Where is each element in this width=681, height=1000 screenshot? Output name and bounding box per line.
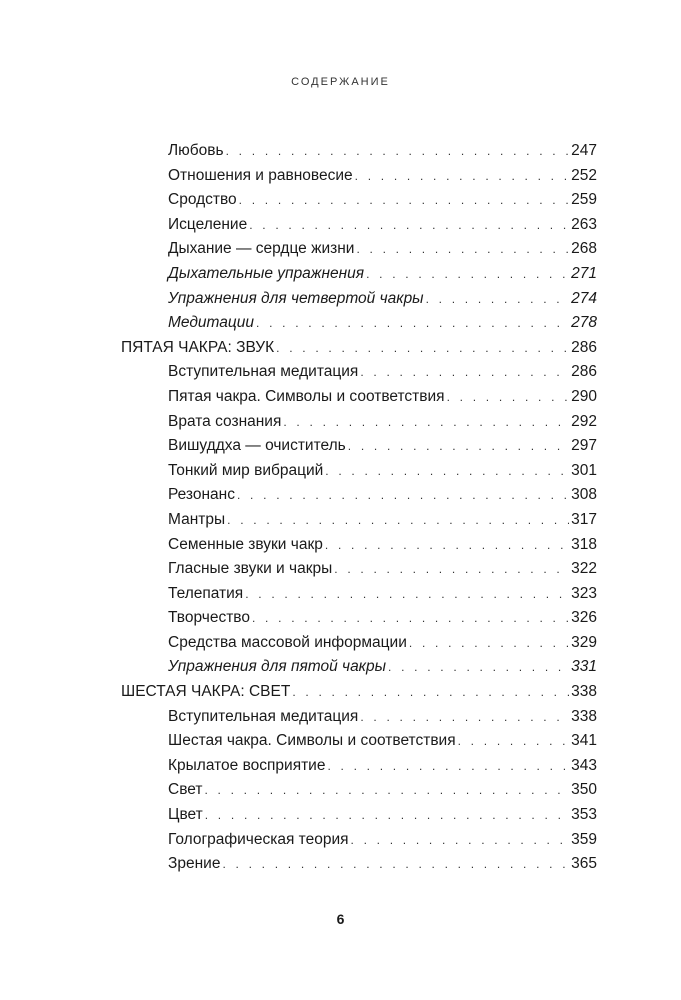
dot-leader	[252, 606, 569, 631]
toc-entry-page: 323	[571, 584, 597, 602]
toc-entry-title: Шестая чакра. Символы и соответствия	[168, 732, 456, 750]
dot-leader	[447, 385, 570, 410]
toc-entry[interactable]	[121, 213, 597, 238]
toc-entry-title: Крылатое восприятие	[168, 756, 326, 774]
toc-entry-page: 341	[571, 732, 597, 750]
dot-leader	[283, 410, 569, 435]
toc-entry[interactable]	[121, 631, 597, 656]
toc-entry[interactable]	[121, 557, 597, 582]
dot-leader	[239, 188, 569, 213]
dot-leader	[355, 164, 569, 189]
toc-entry[interactable]	[121, 410, 597, 435]
toc-entry[interactable]	[121, 803, 597, 828]
toc-entry-page: 278	[571, 314, 597, 332]
toc-entry[interactable]	[121, 705, 597, 730]
toc-entry-title: Отношения и равновесие	[168, 166, 353, 184]
dot-leader	[249, 213, 569, 238]
dot-leader	[458, 729, 570, 754]
toc-section-entry[interactable]	[121, 336, 597, 361]
dot-leader	[205, 803, 569, 828]
toc-entry[interactable]	[121, 582, 597, 607]
dot-leader	[204, 778, 569, 803]
toc-entry-title: Цвет	[168, 806, 203, 824]
page-number: 6	[336, 911, 345, 927]
toc-entry[interactable]	[121, 360, 597, 385]
dot-leader	[222, 852, 569, 877]
toc-entry-page: 274	[571, 289, 597, 307]
toc-entry-title: ШЕСТАЯ ЧАКРА: СВЕТ	[121, 683, 291, 701]
toc-entry-page: 268	[571, 240, 597, 258]
toc-entry-page: 365	[571, 855, 597, 873]
toc-entry-title: Голографическая теория	[168, 830, 349, 848]
toc-entry-page: 343	[571, 756, 597, 774]
toc-entry[interactable]	[121, 754, 597, 779]
toc-entry-page: 331	[571, 658, 597, 676]
toc-entry-page: 308	[571, 486, 597, 504]
toc-entry[interactable]	[121, 828, 597, 853]
dot-leader	[366, 262, 569, 287]
toc-entry[interactable]	[121, 237, 597, 262]
toc-entry[interactable]	[121, 729, 597, 754]
toc-section-entry[interactable]	[121, 680, 597, 705]
toc-entry-page: 247	[571, 142, 597, 159]
toc-entry-page: 286	[571, 363, 597, 381]
toc-entry-title: Вступительная медитация	[168, 363, 359, 381]
toc-entry-page: 359	[571, 830, 597, 848]
dot-leader	[227, 508, 569, 533]
toc-entry[interactable]	[121, 459, 597, 484]
toc-entry-title: Сродство	[168, 191, 237, 209]
toc-entry[interactable]	[121, 287, 597, 312]
toc-entry-page: 259	[571, 191, 597, 209]
toc-entry[interactable]	[121, 606, 597, 631]
toc-entry-title: Семенные звуки чакр	[168, 535, 323, 553]
toc-entry-page: 317	[571, 510, 597, 528]
toc-entry-title: Исцеление	[168, 215, 248, 233]
dot-leader	[256, 311, 569, 336]
toc-entry-page: 297	[571, 437, 597, 455]
dot-leader	[356, 237, 569, 262]
dot-leader	[426, 287, 570, 312]
toc-entry-page: 290	[571, 387, 597, 405]
toc-entry-title: Любовь	[168, 142, 224, 159]
dot-leader	[325, 533, 569, 558]
toc-entry[interactable]	[121, 533, 597, 558]
toc-entry-page: 350	[571, 781, 597, 799]
toc-entry[interactable]	[121, 508, 597, 533]
toc-entry[interactable]	[121, 164, 597, 189]
toc-entry-title: Тонкий мир вибраций	[168, 461, 324, 479]
toc-entry-page: 292	[571, 412, 597, 430]
dot-leader	[237, 483, 569, 508]
toc-entry-title: ПЯТАЯ ЧАКРА: ЗВУК	[121, 338, 275, 356]
toc-entry-title: Творчество	[168, 609, 250, 627]
toc-entry-page: 286	[571, 338, 597, 356]
dot-leader	[351, 828, 570, 853]
toc-entry-title: Средства массовой информации	[168, 633, 407, 651]
toc-entry[interactable]	[121, 778, 597, 803]
toc-entry-page: 318	[571, 535, 597, 553]
dot-leader	[226, 139, 570, 164]
dot-leader	[276, 336, 569, 361]
toc-entry[interactable]	[121, 188, 597, 213]
dot-leader	[360, 705, 569, 730]
toc-entry[interactable]	[121, 262, 597, 287]
toc-entry-title: Вступительная медитация	[168, 707, 359, 725]
toc-entry-title: Мантры	[168, 510, 226, 528]
toc-entry-page: 252	[571, 166, 597, 184]
dot-leader	[334, 557, 569, 582]
toc-entry-page: 338	[571, 707, 597, 725]
toc-entry-title: Упражнения для четвертой чакры	[168, 289, 424, 307]
toc-entry[interactable]	[121, 434, 597, 459]
dot-leader	[348, 434, 569, 459]
toc-entry-page: 271	[571, 264, 597, 282]
toc-entry-title: Дыхание — сердце жизни	[168, 240, 355, 258]
dot-leader	[292, 680, 569, 705]
dot-leader	[245, 582, 569, 607]
toc-entry[interactable]	[121, 139, 597, 164]
toc-entry-page: 263	[571, 215, 597, 233]
toc-entry-title: Врата сознания	[168, 412, 282, 430]
dot-leader	[327, 754, 569, 779]
toc-entry-title: Гласные звуки и чакры	[168, 560, 333, 578]
running-header: СОДЕРЖАНИЕ	[291, 76, 390, 88]
toc-entry[interactable]	[121, 852, 597, 877]
toc-entry-title: Упражнения для пятой чакры	[168, 658, 387, 676]
dot-leader	[388, 655, 569, 680]
toc-entry-title: Вишуддха — очиститель	[168, 437, 346, 455]
toc-entry-page: 338	[571, 683, 597, 701]
dot-leader	[360, 360, 569, 385]
toc-entry-title: Дыхательные упражнения	[168, 264, 365, 282]
toc-entry[interactable]	[121, 385, 597, 410]
toc-entry-title: Телепатия	[168, 584, 244, 602]
toc-entry-page: 329	[571, 633, 597, 651]
toc-entry[interactable]	[121, 483, 597, 508]
toc-entry-title: Свет	[168, 781, 203, 799]
toc-entry-title: Пятая чакра. Символы и соответствия	[168, 387, 445, 405]
toc-entry-title: Зрение	[168, 855, 221, 873]
toc-entry[interactable]	[121, 655, 597, 680]
dot-leader	[409, 631, 569, 656]
toc-entry-page: 301	[571, 461, 597, 479]
dot-leader	[325, 459, 569, 484]
toc-entry-page: 326	[571, 609, 597, 627]
toc-entry-title: Резонанс	[168, 486, 235, 504]
toc-entry-page: 353	[571, 806, 597, 824]
toc-entry-title: Медитации	[168, 314, 255, 332]
toc-entry-page: 322	[571, 560, 597, 578]
table-of-contents	[121, 139, 597, 877]
toc-entry[interactable]	[121, 311, 597, 336]
